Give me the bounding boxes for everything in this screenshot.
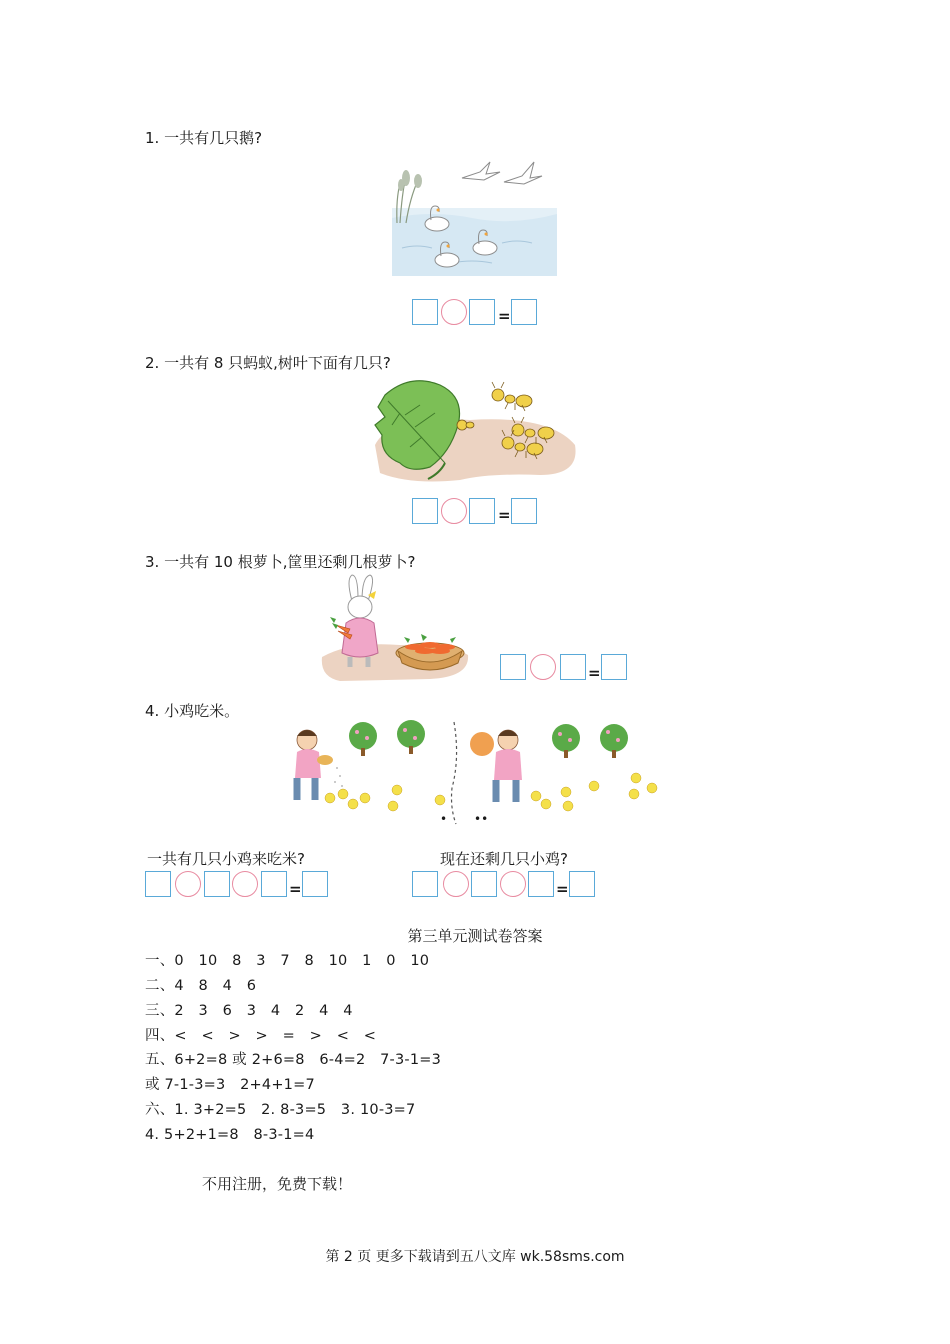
answer-box[interactable] (302, 871, 328, 897)
geese-illustration (392, 148, 557, 276)
question-4: 4. 小鸡吃米。 (145, 702, 240, 720)
dots-right: •• (474, 812, 489, 826)
answer-line-5: 五、6+2=8 或 2+6=8 6-4=2 7-3-1=3 (145, 1052, 442, 1068)
answer-box[interactable] (204, 871, 230, 897)
q4-right-prompt: 现在还剩几只小鸡? (440, 850, 568, 868)
answer-box[interactable] (511, 498, 537, 524)
chicks-right-illustration (466, 718, 666, 818)
answer-box[interactable] (511, 299, 537, 325)
equals-sign: = (289, 880, 302, 898)
answers-title: 第三单元测试卷答案 (407, 927, 543, 945)
answer-box[interactable] (528, 871, 554, 897)
answer-box[interactable] (569, 871, 595, 897)
answer-line-2: 二、4 8 4 6 (145, 978, 257, 994)
operator-circle[interactable] (175, 871, 201, 897)
answer-box[interactable] (560, 654, 586, 680)
rabbit-carrots-illustration (320, 573, 470, 685)
page-footer: 第 2 页 更多下载请到五八文库 wk.58sms.com (325, 1249, 625, 1265)
answer-box[interactable] (261, 871, 287, 897)
operator-circle[interactable] (500, 871, 526, 897)
question-1: 1. 一共有几只鹅? (145, 129, 263, 147)
operator-circle[interactable] (441, 498, 467, 524)
q4-left-prompt: 一共有几只小鸡来吃米? (147, 850, 305, 868)
ants-leaf-illustration (370, 375, 580, 487)
equals-sign: = (498, 307, 511, 325)
question-2: 2. 一共有 8 只蚂蚁,树叶下面有几只? (145, 354, 391, 372)
promo-text: 不用注册，免费下载！ (202, 1175, 353, 1193)
answer-line-3: 三、2 3 6 3 4 2 4 4 (145, 1003, 353, 1019)
operator-circle[interactable] (443, 871, 469, 897)
answer-box[interactable] (412, 299, 438, 325)
operator-circle[interactable] (441, 299, 467, 325)
equals-sign: = (588, 664, 601, 682)
answer-box[interactable] (469, 498, 495, 524)
answer-box[interactable] (412, 498, 438, 524)
answer-box[interactable] (469, 299, 495, 325)
answer-line-1: 一、0 10 8 3 7 8 10 1 0 10 (145, 953, 430, 969)
answer-box[interactable] (145, 871, 171, 897)
answer-line-4: 四、< < > > = > < < (145, 1028, 377, 1044)
equals-sign: = (556, 880, 569, 898)
dotted-divider (448, 718, 464, 826)
answer-box[interactable] (471, 871, 497, 897)
equals-sign: = (498, 506, 511, 524)
question-3: 3. 一共有 10 根萝卜,筐里还剩几根萝卜? (145, 553, 416, 571)
answer-line-8: 4. 5+2+1=8 8-3-1=4 (145, 1127, 315, 1143)
answer-box[interactable] (412, 871, 438, 897)
answer-box[interactable] (601, 654, 627, 680)
operator-circle[interactable] (232, 871, 258, 897)
answer-line-7: 六、1. 3+2=5 2. 8-3=5 3. 10-3=7 (145, 1102, 416, 1118)
dots-left: • (440, 812, 448, 826)
answer-box[interactable] (500, 654, 526, 680)
operator-circle[interactable] (530, 654, 556, 680)
answer-line-6: 或 7-1-3=3 2+4+1=7 (145, 1077, 315, 1093)
chicks-left-illustration (285, 718, 455, 818)
